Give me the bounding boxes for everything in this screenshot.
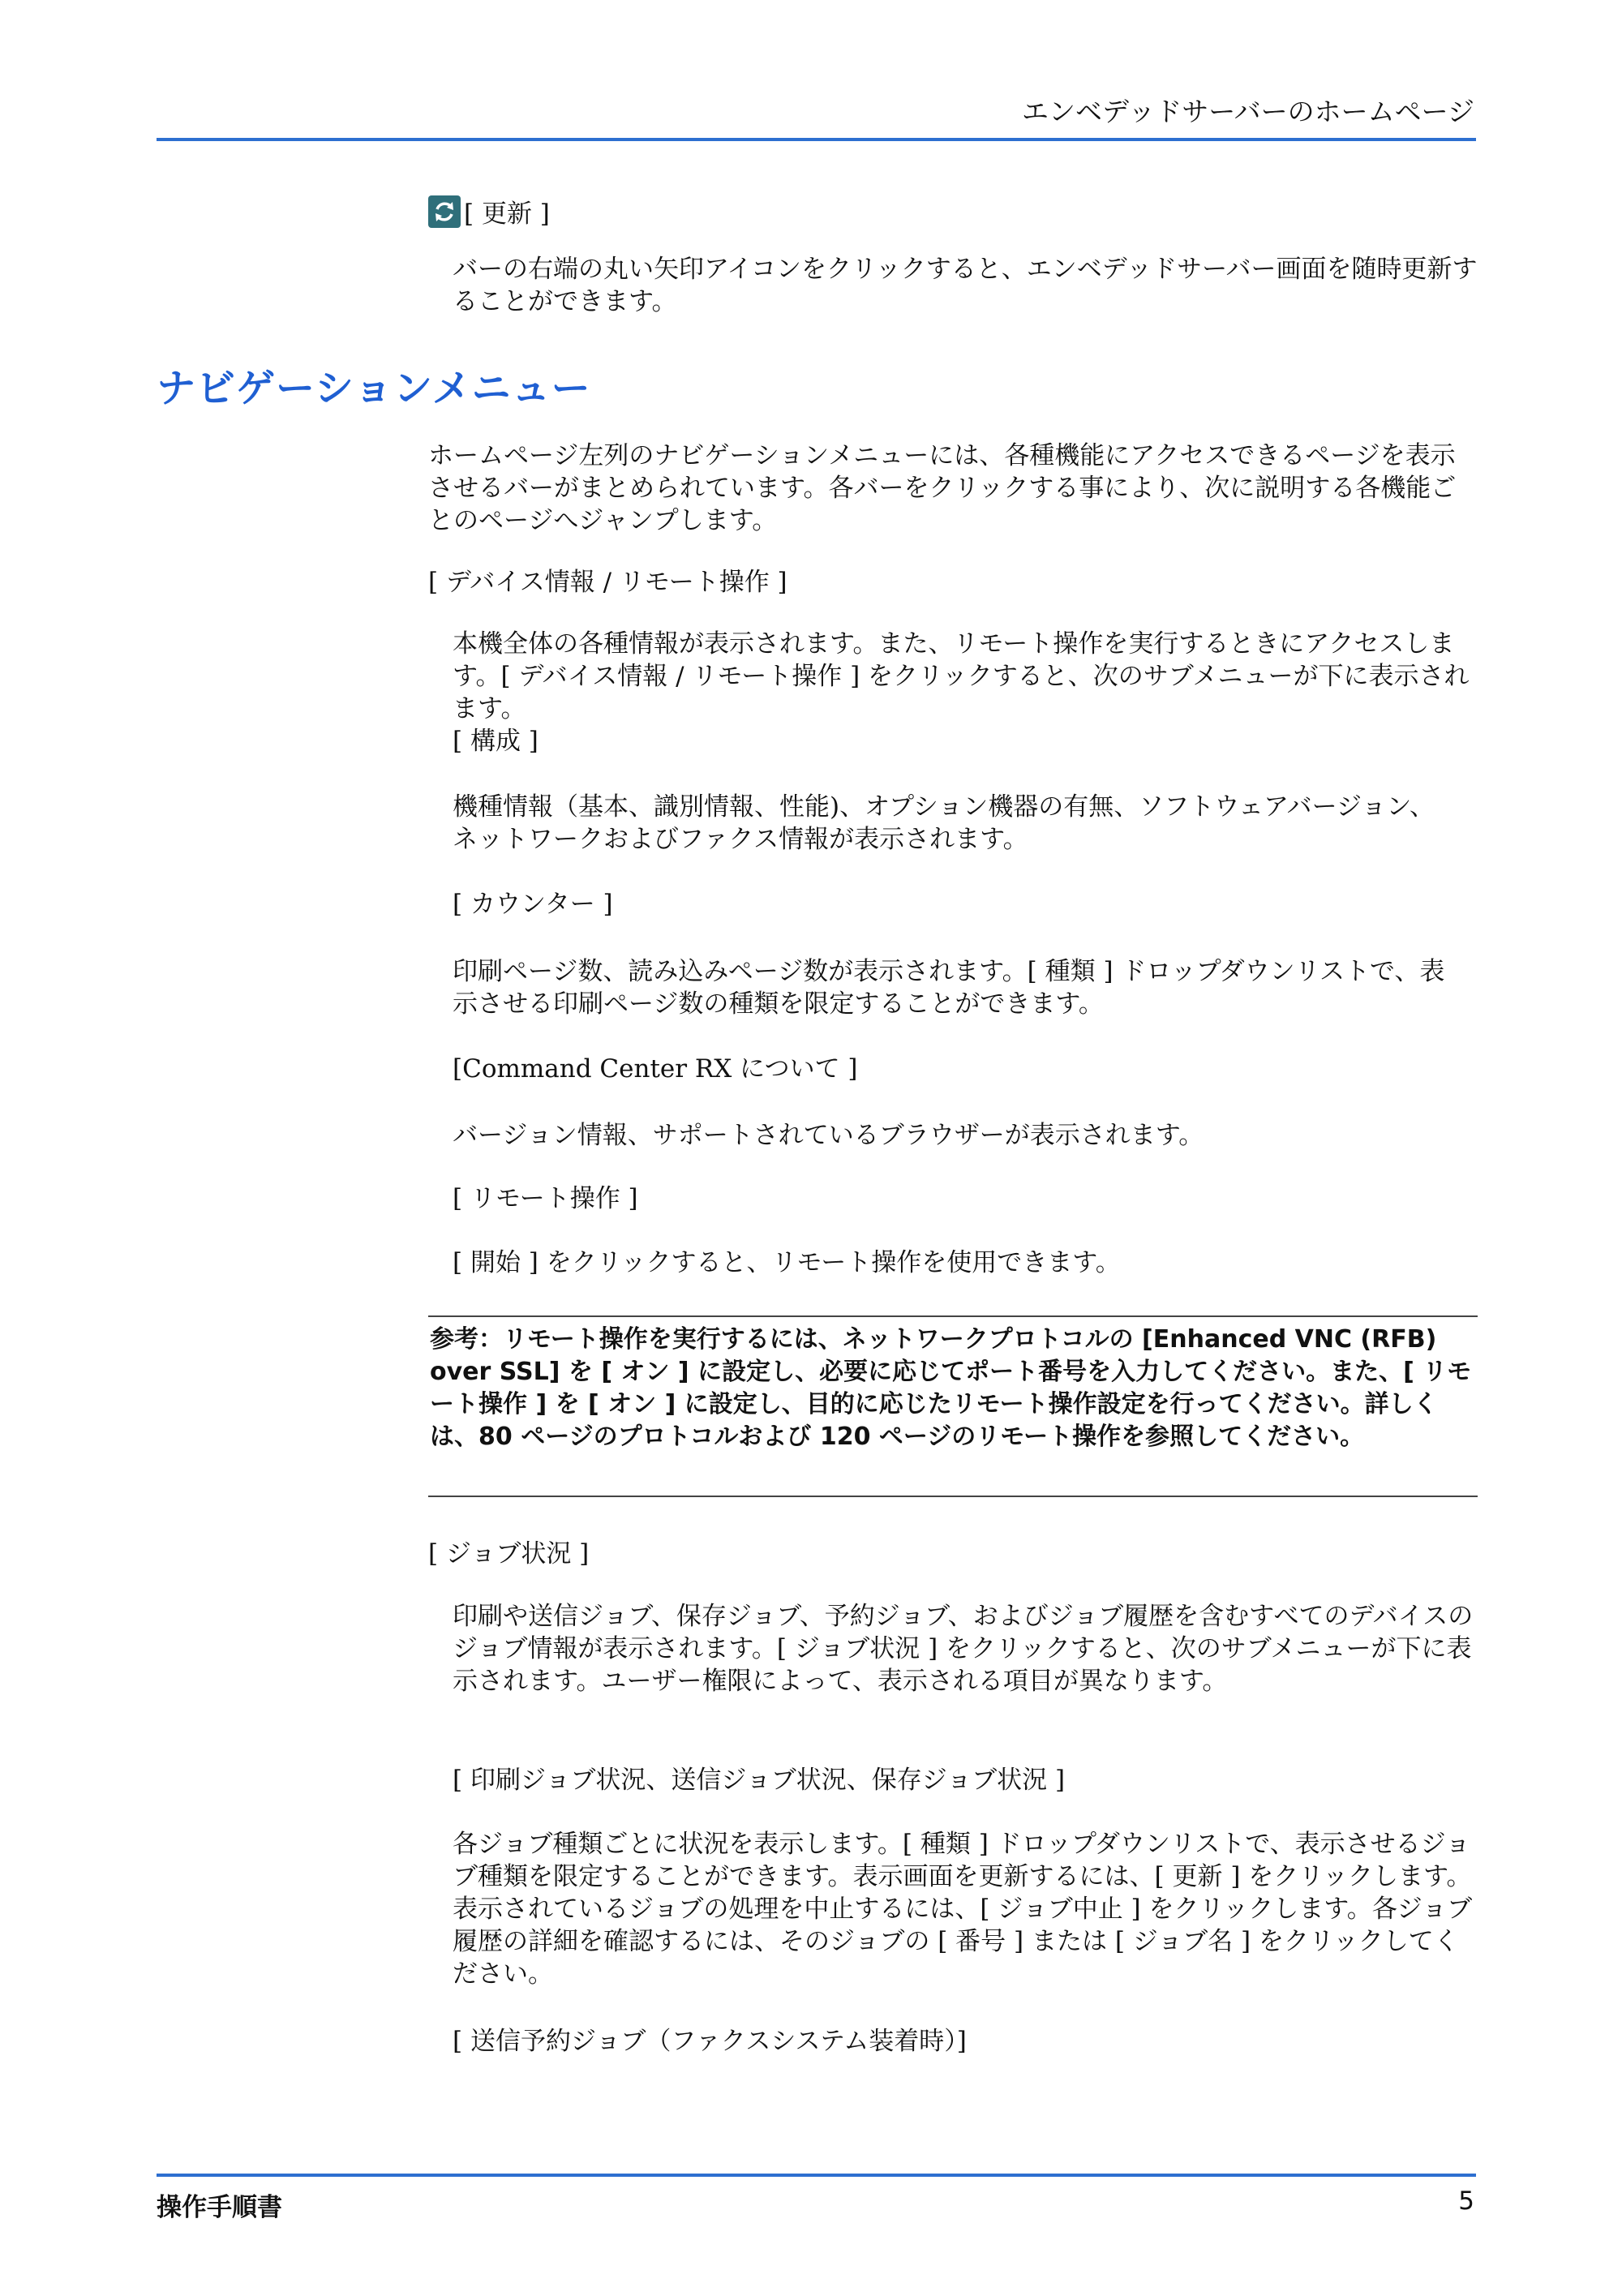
counter-description: 印刷ページ数、読み込みページ数が表示されます。[ 種類 ] ドロップダウンリストで、表示させる印刷ページ数の種類を限定することができます。 — [453, 957, 1445, 1019]
job-status-sub-label: [ 印刷ジョブ状況、送信ジョブ状況、保存ジョブ状況 ] — [453, 1766, 1066, 1795]
remote-description: [ 開始 ] をクリックすると、リモート操作を使用できます。 — [453, 1248, 1121, 1277]
footer-manual-title: 操作手順書 — [157, 2193, 282, 2222]
refresh-icon — [428, 195, 461, 228]
header-rule — [157, 138, 1476, 141]
job-status-sub-description: 各ジョブ種類ごとに状況を表示します。[ 種類 ] ドロップダウンリストで、表示させるジョブ種類を限定することができます。表示画面を更新するには、[ 更新 ] をクリックします。表示されているジョブの処理を中止するには、[ ジョブ中止 ] をクリックします。各ジョブ履歴の詳細を確認するには、そのジョブの [ 番号 ] または [ ジョブ名 ] をクリックしてください。 — [453, 1830, 1473, 1989]
footer-rule — [157, 2174, 1476, 2177]
reserved-job-label: [ 送信予約ジョブ（ファクスシステム装着時）] — [453, 2027, 967, 2056]
counter-label: [ カウンター ] — [453, 890, 613, 919]
running-header-title: エンベデッドサーバーのホームページ — [1021, 96, 1474, 127]
page-number: 5 — [1458, 2187, 1474, 2216]
about-description: バージョン情報、サポートされているブラウザーが表示されます。 — [453, 1121, 1204, 1150]
config-description: 機種情報（基本、識別情報、性能)、オプション機器の有無、ソフトウェアバージョン、ネットワークおよびファクス情報が表示されます。 — [453, 792, 1435, 854]
remote-label: [ リモート操作 ] — [453, 1184, 638, 1213]
nav-intro-paragraph: ホームページ左列のナビゲーションメニューには、各種機能にアクセスできるページを表示させるバーがまとめられています。各バーをクリックする事により、次に説明する各機能ごとのページへジャンプします。 — [428, 441, 1457, 535]
section-heading-navigation-menu: ナビゲーションメニュー — [157, 366, 591, 411]
about-label: [Command Center RX について ] — [453, 1054, 858, 1084]
job-status-label: [ ジョブ状況 ] — [428, 1539, 590, 1569]
job-status-description: 印刷や送信ジョブ、保存ジョブ、予約ジョブ、およびジョブ履歴を含むすべてのデバイスのジョブ情報が表示されます。[ ジョブ状況 ] をクリックすると、次のサブメニューが下に表示されます。ユーザー権限によって、表示される項目が異なります。 — [453, 1602, 1474, 1696]
refresh-label-row — [428, 193, 550, 230]
note-text: 参考：リモート操作を実行するには、ネットワークプロトコルの [Enhanced VNC (RFB) over SSL] を [ オン ] に設定し、必要に応じてポート番号を入力してください。また、[ リモート操作 ] を [ オン ] に設定し、目的に応じたリモート操作設定を行ってください。詳しくは、80 ページのプロトコルおよび 120 ページのリモート操作を参照してください。 — [430, 1325, 1472, 1451]
config-label: [ 構成 ] — [453, 727, 539, 756]
refresh-description: バーの右端の丸い矢印アイコンをクリックすると、エンベデッドサーバー画面を随時更新することができます。 — [453, 255, 1478, 316]
refresh-label: [ 更新 ] — [464, 200, 550, 229]
device-info-description: 本機全体の各種情報が表示されます。また、リモート操作を実行するときにアクセスします。[ デバイス情報 / リモート操作 ] をクリックすると、次のサブメニューが下に表示されます。 — [453, 629, 1470, 723]
device-info-label: [ デバイス情報 / リモート操作 ] — [428, 568, 787, 597]
